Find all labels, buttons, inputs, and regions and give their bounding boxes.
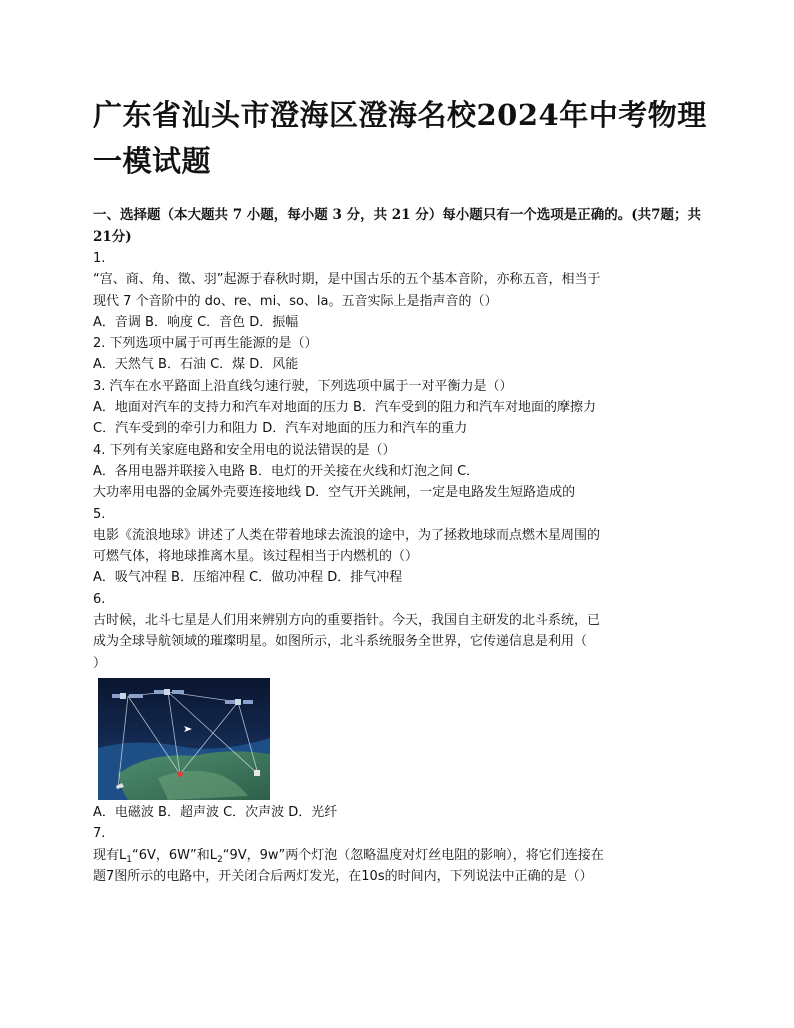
question-stem-line: 古时候，北斗七星是人们用来辨别方向的重要指针。今天，我国自主研发的北斗系统，已 <box>93 613 601 629</box>
question-stem-line: 成为全球导航领域的璀璨明星。如图所示，北斗系统服务全世界，它传递信息是利用（ <box>93 634 588 650</box>
question-options: A．各用电器并联接入电路 B．电灯的开关接在火线和灯泡之间 C． <box>93 463 480 479</box>
question-stem-line: ） <box>93 655 107 671</box>
question-number: 7. <box>93 826 106 842</box>
section-heading: 一、选择题（本大题共 7 小题，每小题 3 分，共 21 分）每小题只有一个选项是正确的。(共7题；共21分) <box>93 207 702 245</box>
question-number: 5. <box>93 506 106 522</box>
question-stem-line: 题7图所示的电路中，开关闭合后两灯发光，在10s的时间内，下列说法中正确的是（） <box>93 868 593 884</box>
question-stem-line: 电影《流浪地球》讲述了人类在带着地球去流浪的途中，为了拯救地球而点燃木星周围的 <box>93 527 601 543</box>
question-number: 1. <box>93 251 106 266</box>
vehicle-icon <box>254 770 260 776</box>
question-stem-line: “宫、商、角、徵、羽”起源于春秋时期，是中国古乐的五个基本音阶，亦称五音，相当于 <box>93 272 601 288</box>
question-options: A．吸气冲程 B．压缩冲程 C．做功冲程 D．排气冲程 <box>93 570 403 586</box>
stem-text: “6V，6W”和L <box>131 847 217 863</box>
question-stem-line <box>93 845 711 866</box>
question-options: A．音调 B．响度 C．音色 D．振幅 <box>93 314 299 330</box>
question-options: A．电磁波 B．超声波 C．次声波 D．光纤 <box>93 804 338 820</box>
stem-text: 现有L <box>93 847 127 863</box>
question-options: A．天然气 B．石油 C．煤 D．风能 <box>93 357 299 373</box>
page-title: 广东省汕头市澄海区澄海名校2024年中考物理一模试题 <box>93 98 707 178</box>
subscript: 2 <box>217 854 223 865</box>
question-options: C．汽车受到的牵引力和阻力 D．汽车对地面的压力和汽车的重力 <box>93 421 468 437</box>
stem-text: “9V，9w”两个灯泡（忽略温度对灯丝电阻的影响），将它们连接在 <box>222 847 604 863</box>
question-stem-line: 可燃气体，将地球推离木星。该过程相当于内燃机的（） <box>93 549 419 565</box>
question-options: A．地面对汽车的支持力和汽车对地面的压力 B．汽车受到的阻力和汽车对地面的摩擦力 <box>93 400 596 416</box>
question-stem-line: 2. 下列选项中属于可再生能源的是（） <box>93 336 318 352</box>
question-number: 6. <box>93 591 106 607</box>
question-options: 大功率用电器的金属外壳要连接地线 D．空气开关跳闸，一定是电路发生短路造成的 <box>93 485 576 501</box>
question-stem-line: 4. 下列有关家庭电路和安全用电的说法错误的是（） <box>93 442 396 458</box>
question-list <box>93 248 711 887</box>
satellite-image <box>98 678 270 800</box>
subscript: 1 <box>126 854 132 865</box>
ground-station-icon <box>177 771 183 777</box>
question-stem-line: 3. 汽车在水平路面上沿直线匀速行驶，下列选项中属于一对平衡力是（） <box>93 378 513 394</box>
question-stem-line: 现代 7 个音阶中的 do、re、mi、so、la。五音实际上是指声音的（） <box>93 293 498 309</box>
